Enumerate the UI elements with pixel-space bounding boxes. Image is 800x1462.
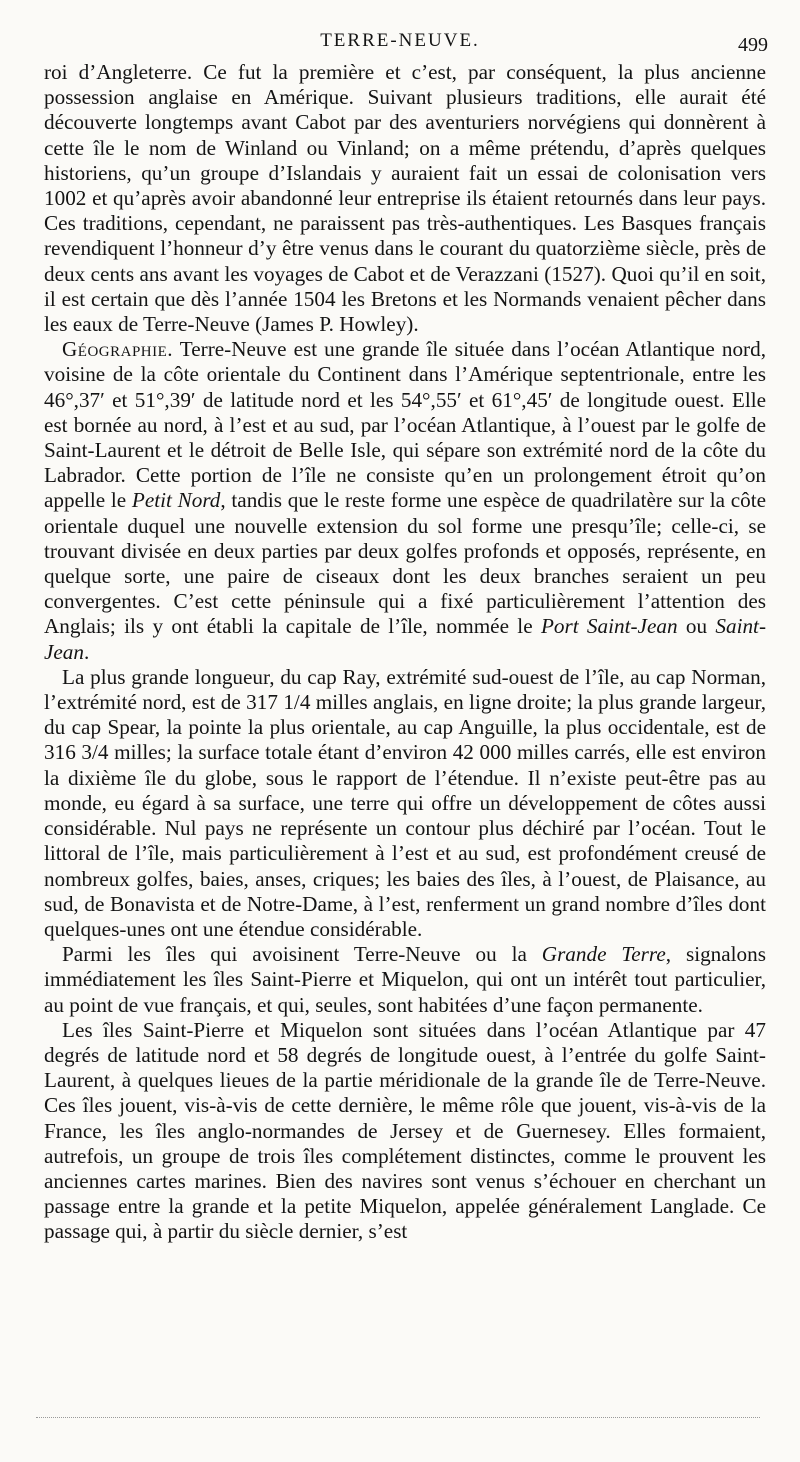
section-heading: Géographie.	[62, 337, 174, 362]
paragraph	[44, 942, 766, 1018]
text-run: .	[84, 639, 90, 664]
italic-run: Saint-Jean	[44, 614, 767, 664]
text-run: Les îles Saint-Pierre et Miquelon sont situées dans l’océan Atlantique par 47 degrés de latitude nord et 58 degrés de longitude ouest, à l’entrée du golfe Saint-Laurent, à quelques lieues de la partie méridionale de la grande île de Terre-Neuve. Ces îles jouent, vis-à-vis de cette dernière, le même rôle que jouent, vis-à-vis de la France, les îles anglo-normandes de Jersey et de Guernesey. Elles formaient, autrefois, un groupe de trois îles complétement distinctes, comme le prouvent les anciennes cartes marines. Bien des navires sont venus s’échouer en cherchant un passage entre la grande et la petite Miquelon, appelée généralement Langlade. Ce passage qui, à partir du siècle dernier, s’est	[44, 1017, 766, 1244]
footer-rule	[36, 1417, 760, 1418]
text-run: , tandis que le reste forme une espèce de quadrilatère sur la côte orientale duquel une nouvelle extension du sol forme une presqu’île; celle-ci, se trouvant divisée en deux parties par deux golfes profonds et opposés, représente, en quelque sorte, une paire de ciseaux dont les deux branches seraient un peu convergentes. C’est cette péninsule qui a fixé particulièrement l’attention des Anglais; ils y ont établi la capitale de l’île, nommée le	[44, 488, 766, 639]
paragraph	[44, 337, 766, 665]
body-text	[44, 60, 766, 1245]
page-number: 499	[738, 34, 768, 56]
running-title: TERRE-NEUVE.	[320, 30, 480, 51]
text-run: , signalons immédiatement les îles Saint-Pierre et Miquelon, qui ont un intérêt tout particulier, au point de vue français, et qui, seules, sont habitées d’une façon permanente.	[44, 942, 766, 1017]
paragraph	[44, 1018, 766, 1245]
paragraph	[44, 60, 766, 337]
text-run: roi d’Angleterre. Ce fut la première et c’est, par conséquent, la plus ancienne possession anglaise en Amérique. Suivant plusieurs traditions, elle aurait été découverte longtemps avant Cabot par des aventuriers norvégiens qui donnèrent à cette île le nom de Winland ou Vinland; on a même prétendu, d’après quelques historiens, qu’un groupe d’Islandais y auraient fait un essai de colonisation vers 1002 et qu’après avoir abandonné leur entreprise ils étaient retournés dans leur pays. Ces traditions, cependant, ne paraissent pas très-authentiques. Les Basques français revendiquent l’honneur d’y être venus dans le courant du quatorzième siècle, près de deux cents ans avant les voyages de Cabot et de Verazzani (1527). Quoi qu’il en soit, il est certain que dès l’année 1504 les Bretons et les Normands venaient pêcher dans les eaux de Terre-Neuve (James P. Howley).	[44, 60, 766, 337]
text-run: Terre-Neuve est une grande île située dans l’océan Atlantique nord, voisine de la côte orientale du Continent dans l’Amérique septentrionale, entre les 46°,37′ et 51°,39′ de latitude nord et les 54°,55′ et 61°,45′ de longitude ouest. Elle est bornée au nord, à l’est et au sud, par l’océan Atlantique, à l’ouest par le golfe de Saint-Laurent et le détroit de Belle Isle, qui sépare son extrémité nord de la côte du Labrador. Cette portion de l’île ne consiste qu’en un prolongement étroit qu’on appelle le	[44, 337, 766, 513]
text-run: Parmi les îles qui avoisinent Terre-Neuve ou la	[62, 942, 542, 967]
text-run: ou	[677, 614, 716, 639]
paragraph	[44, 665, 766, 942]
italic-run: Petit Nord	[131, 488, 221, 513]
italic-run: Grande Terre	[541, 942, 666, 967]
italic-run: Port Saint-Jean	[540, 614, 678, 639]
text-run: La plus grande longueur, du cap Ray, extrémité sud-ouest de l’île, au cap Norman, l’extrémité nord, est de 317 1/4 milles anglais, en ligne droite; la plus grande largeur, du cap Spear, la pointe la plus orientale, au cap Anguille, la plus occidentale, est de 316 3/4 milles; la surface totale étant d’environ 42 000 milles carrés, elle est environ la dixième île du globe, sous le rapport de l’étendue. Il n’existe peut-être pas au monde, eu égard à sa surface, une terre qui offre un développement de côtes aussi considérable. Nul pays ne représente un contour plus déchiré par l’océan. Tout le littoral de l’île, mais particulièrement à l’est et au sud, est profondément creusé de nombreux golfes, baies, anses, criques; les baies des îles, à l’ouest, de Plaisance, au sud, de Bonavista et de Notre-Dame, à l’est, renferment un grand nombre d’îles dont quelques-unes ont une étendue considérable.	[44, 664, 766, 941]
